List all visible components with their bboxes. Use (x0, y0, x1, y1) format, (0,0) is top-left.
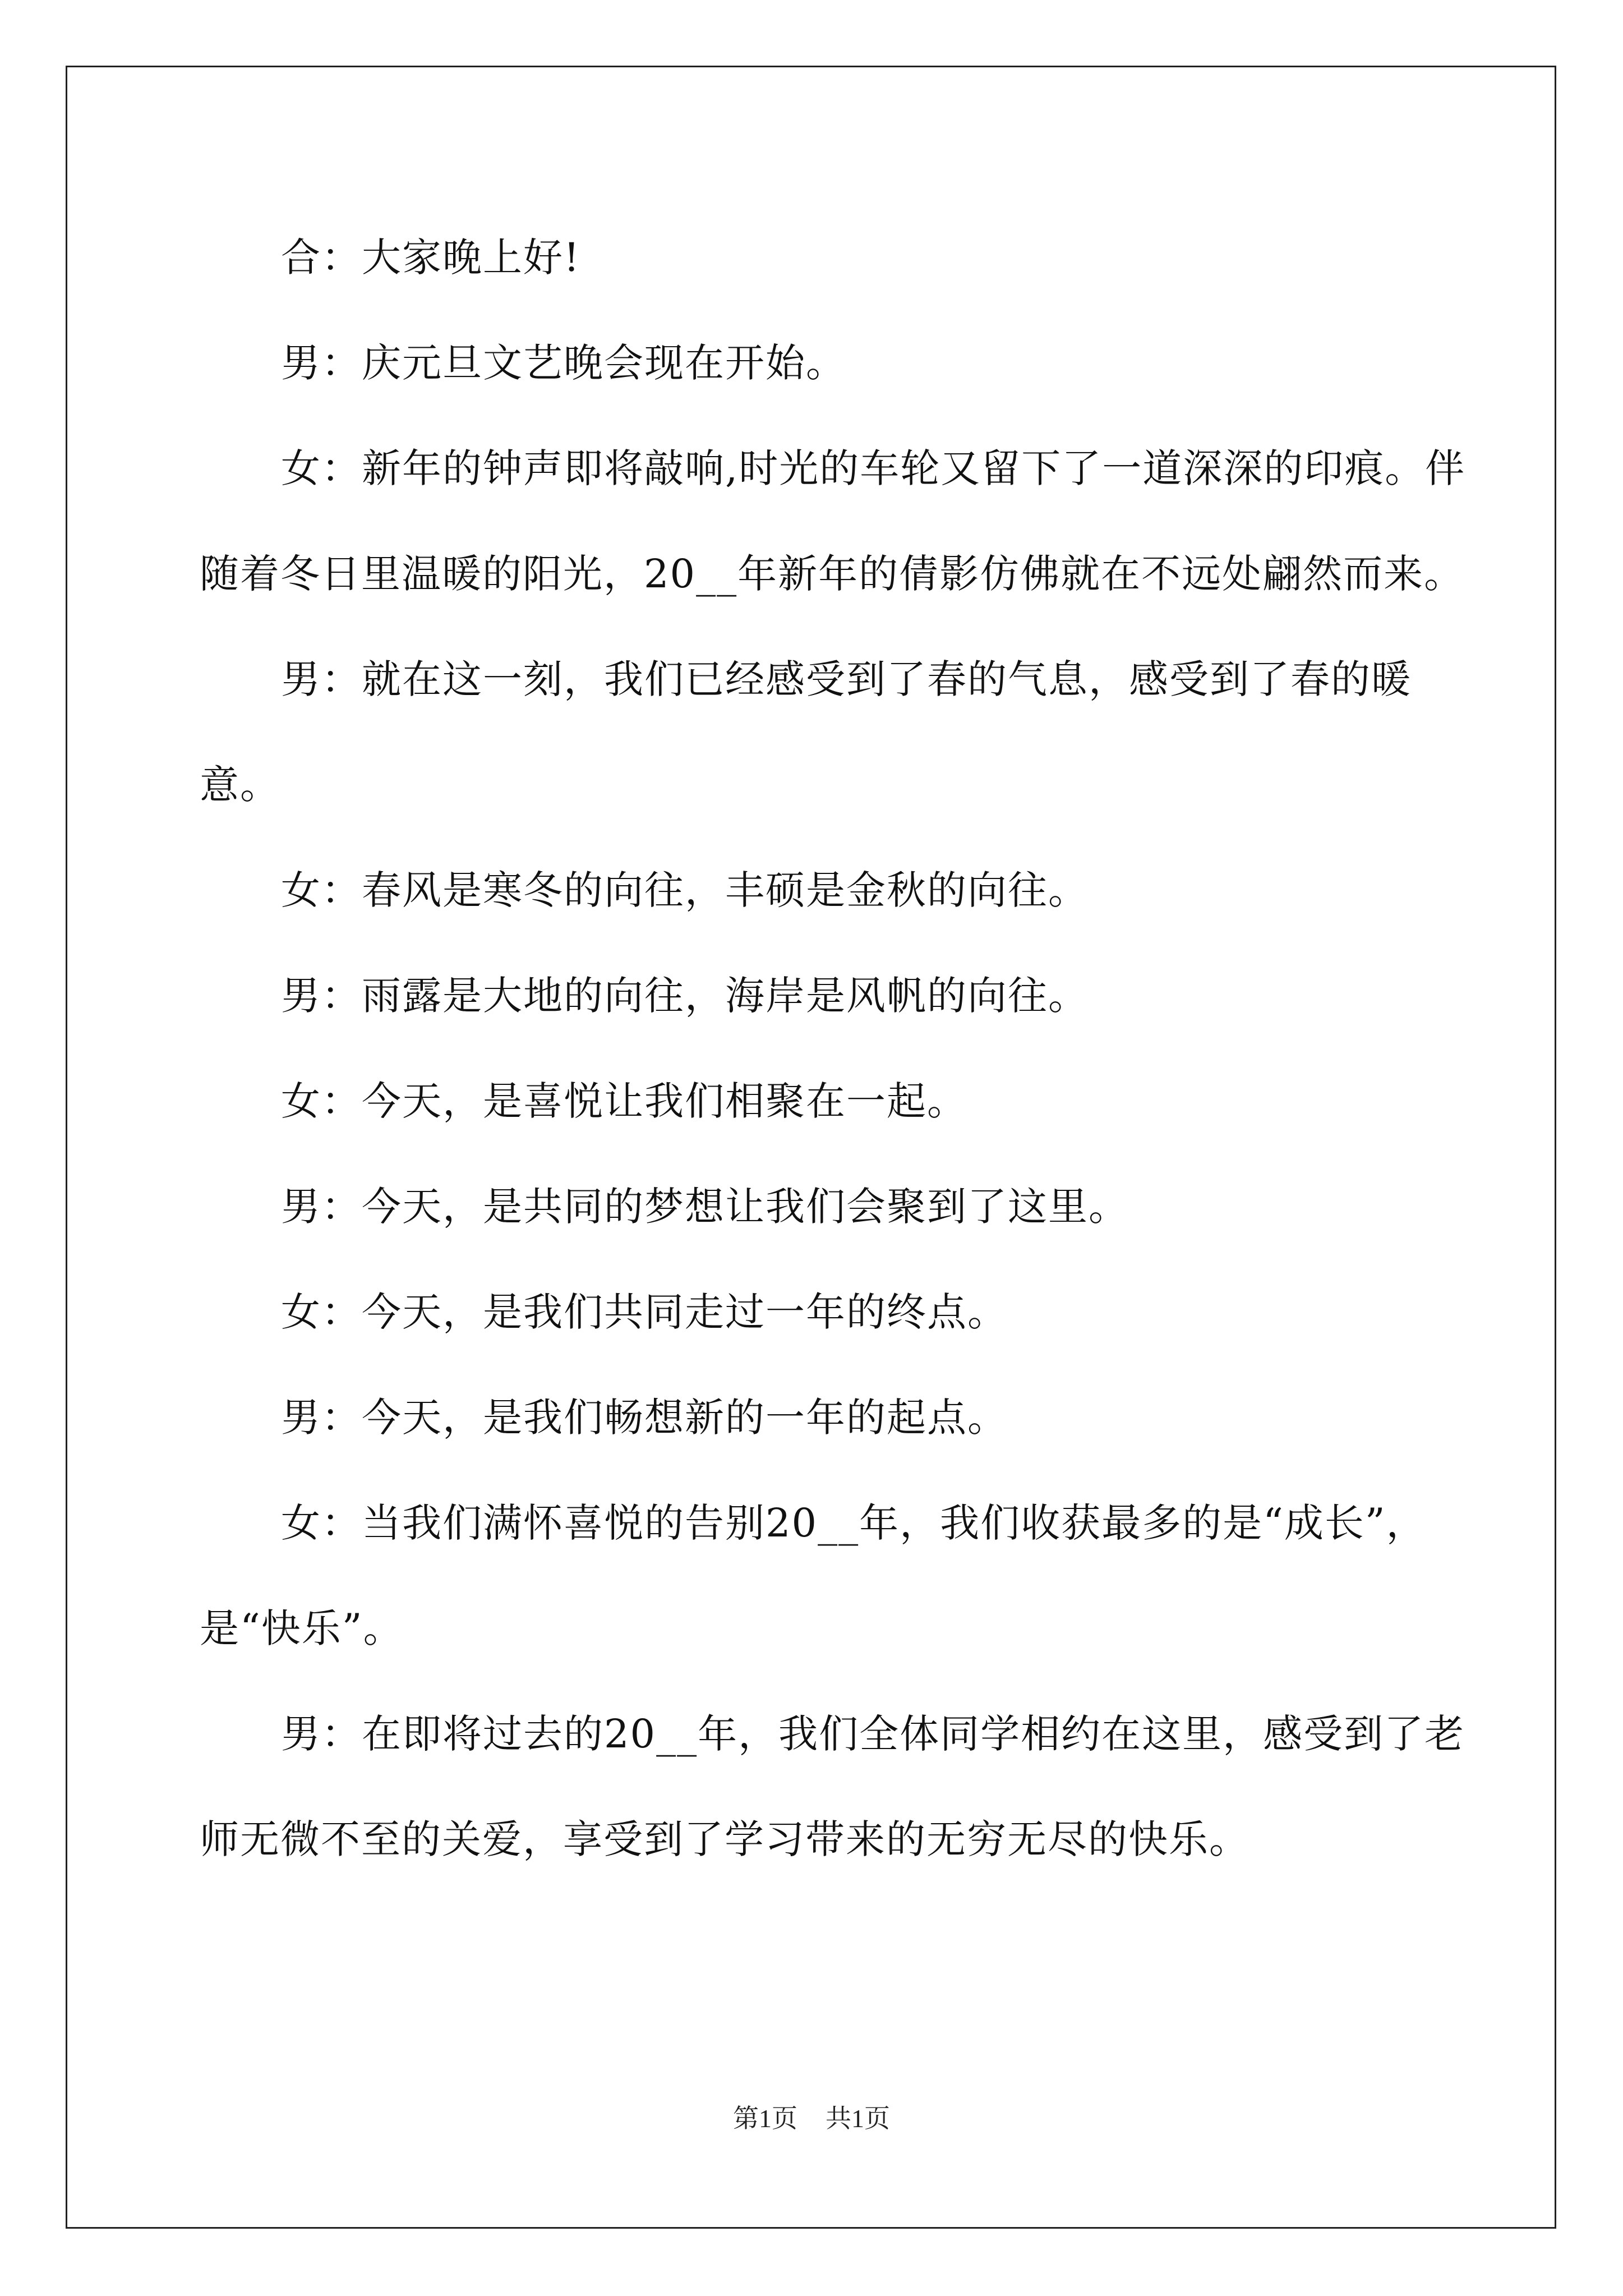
paragraph-2: 男：庆元旦文艺晚会现在开始。 (281, 340, 846, 386)
paragraph-3: 女：新年的钟声即将敲响,时光的车轮又留下了一道深深的印痕。伴随着冬日里温暖的阳光，20__年新年的倩影仿佛就在不远处翩然而来。 (200, 445, 1466, 597)
paragraph-4: 男：就在这一刻，我们已经感受到了春的气息，感受到了春的暖意。 (200, 656, 1412, 808)
paragraph-6: 男：雨露是大地的向往，海岸是风帆的向往。 (281, 973, 1089, 1019)
document-body (200, 205, 1490, 1892)
paragraph-10: 男：今天，是我们畅想新的一年的起点。 (281, 1395, 1008, 1441)
paragraph-11: 女：当我们满怀喜悦的告别20__年，我们收获最多的是“成长”，是“快乐”。 (200, 1500, 1427, 1651)
paragraph-5: 女：春风是寒冬的向往，丰硕是金秋的向往。 (281, 867, 1089, 913)
paragraph-1: 合：大家晚上好! (281, 234, 581, 280)
paragraph-8: 男：今天，是共同的梦想让我们会聚到了这里。 (281, 1184, 1129, 1230)
paragraph-9: 女：今天，是我们共同走过一年的终点。 (281, 1289, 1008, 1335)
paragraph-12: 男：在即将过去的20__年，我们全体同学相约在这里，感受到了老师无微不至的关爱，享受到了学习带来的无穷无尽的快乐。 (200, 1711, 1465, 1862)
page-number: 第1页 (733, 2104, 797, 2133)
page-total: 共1页 (826, 2104, 890, 2133)
paragraph-7: 女：今天，是喜悦让我们相聚在一起。 (281, 1078, 967, 1124)
page-footer (0, 2098, 1623, 2135)
